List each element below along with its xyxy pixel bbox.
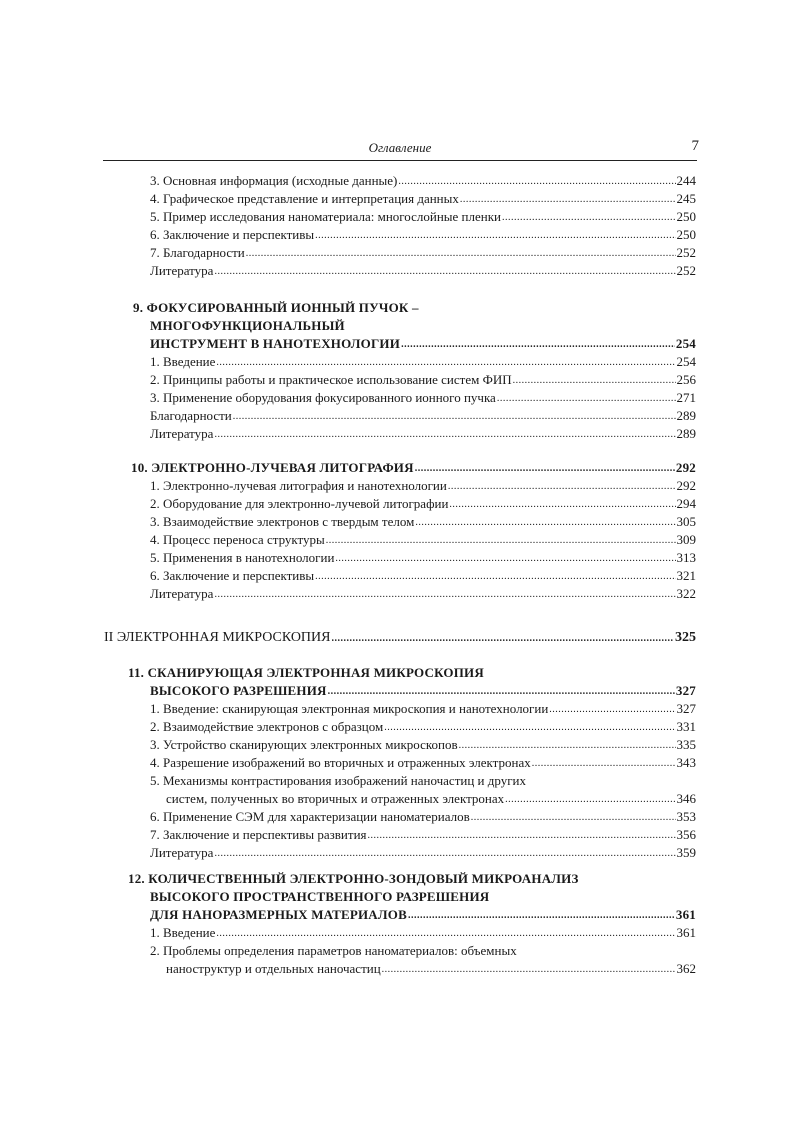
leader-dots (214, 847, 675, 861)
leader-dots (384, 721, 675, 735)
chapter-10-heading[interactable]: 10. ЭЛЕКТРОННО-ЛУЧЕВАЯ ЛИТОГРАФИЯ ..... 292 (131, 459, 696, 476)
toc-entry[interactable]: 6. Заключение и перспективы ..... 250 (150, 226, 696, 243)
toc-entry[interactable]: 1. Электронно-лучевая литография и нанотехнологии ..... 292 (150, 477, 696, 494)
leader-dots (459, 739, 676, 753)
leader-dots (448, 480, 676, 494)
leader-dots (549, 703, 675, 717)
toc-entry[interactable]: 2. Оборудование для электронно-лучевой литографии ..... 294 (150, 495, 696, 512)
chapter-11-heading[interactable]: ВЫСОКОГО РАЗРЕШЕНИЯ ..... 327 (150, 682, 696, 699)
chapter-12-title-line-2[interactable]: ВЫСОКОГО ПРОСТРАНСТВЕННОГО РАЗРЕШЕНИЯ (150, 889, 490, 904)
leader-dots (246, 247, 676, 261)
leader-dots (505, 793, 675, 807)
leader-dots (513, 374, 676, 388)
toc-entry[interactable]: 1. Введение: сканирующая электронная микроскопия и нанотехнологии ..... 327 (150, 700, 696, 717)
leader-dots (315, 229, 675, 243)
chapter-9-title-line-2[interactable]: МНОГОФУНКЦИОНАЛЬНЫЙ (150, 318, 345, 333)
toc-entry[interactable]: 3. Основная информация (исходные данные) ..... 244 (150, 172, 696, 189)
toc-entry[interactable]: 7. Благодарности ..... 252 (150, 244, 696, 261)
toc-entry[interactable]: 6. Применение СЭМ для характеризации наноматериалов ..... 353 (150, 808, 696, 825)
leader-dots (502, 211, 676, 225)
leader-dots (233, 410, 676, 424)
toc-entry[interactable]: 2. Взаимодействие электронов с образцом ..... 331 (150, 718, 696, 735)
toc-entry[interactable]: 2. Принципы работы и практическое использование систем ФИП ..... 256 (150, 371, 696, 388)
running-title: Оглавление (368, 140, 432, 155)
leader-dots (398, 175, 675, 189)
toc-entry-line-1[interactable]: 2. Проблемы определения параметров наноматериалов: объемных (150, 943, 517, 958)
leader-dots (214, 428, 675, 442)
part-2-heading[interactable]: II ЭЛЕКТРОННАЯ МИКРОСКОПИЯ ..... 325 (104, 629, 696, 646)
running-head (103, 138, 697, 161)
toc-entry[interactable]: Литература ..... 359 (150, 844, 696, 861)
leader-dots (408, 909, 675, 923)
leader-dots (497, 392, 676, 406)
leader-dots (415, 462, 675, 476)
leader-dots (315, 570, 675, 584)
leader-dots (449, 498, 675, 512)
chapter-9-title-line-1[interactable]: 9. ФОКУСИРОВАННЫЙ ИОННЫЙ ПУЧОК – (133, 300, 419, 315)
toc-entry[interactable]: Благодарности ..... 289 (150, 407, 696, 424)
toc-entry[interactable]: 6. Заключение и перспективы ..... 321 (150, 567, 696, 584)
leader-dots (214, 588, 675, 602)
leader-dots (415, 516, 675, 530)
chapter-12-title-line-1[interactable]: 12. КОЛИЧЕСТВЕННЫЙ ЭЛЕКТРОННО-ЗОНДОВЫЙ МИКРОАНАЛИЗ (128, 871, 579, 886)
leader-dots (401, 338, 675, 352)
chapter-11-title-line-1[interactable]: 11. СКАНИРУЮЩАЯ ЭЛЕКТРОННАЯ МИКРОСКОПИЯ (128, 665, 484, 680)
toc-entry[interactable]: систем, полученных во вторичных и отраженных электронах ..... 346 (166, 790, 696, 807)
toc-entry[interactable]: 4. Графическое представление и интерпретация данных ..... 245 (150, 190, 696, 207)
leader-dots (328, 685, 675, 699)
leader-dots (216, 356, 675, 370)
toc-entry-line-1[interactable]: 5. Механизмы контрастирования изображений наночастиц и других (150, 773, 526, 788)
toc-entry[interactable]: 5. Пример исследования наноматериала: многослойные пленки ..... 250 (150, 208, 696, 225)
toc-entry[interactable]: 3. Устройство сканирующих электронных микроскопов ..... 335 (150, 736, 696, 753)
toc-entry[interactable]: Литература ..... 322 (150, 585, 696, 602)
toc-entry[interactable]: Литература ..... 289 (150, 425, 696, 442)
leader-dots (326, 534, 676, 548)
page-number: 7 (691, 138, 699, 154)
toc-entry[interactable]: 4. Процесс переноса структуры ..... 309 (150, 531, 696, 548)
toc-entry[interactable]: 4. Разрешение изображений во вторичных и отраженных электронах ..... 343 (150, 754, 696, 771)
leader-dots (460, 193, 676, 207)
leader-dots (216, 927, 675, 941)
leader-dots (335, 552, 675, 566)
toc-entry[interactable]: 3. Взаимодействие электронов с твердым телом ..... 305 (150, 513, 696, 530)
toc-entry[interactable]: 7. Заключение и перспективы развития ..... 356 (150, 826, 696, 843)
toc-entry[interactable]: 5. Применения в нанотехнологии ..... 313 (150, 549, 696, 566)
leader-dots (382, 963, 676, 977)
toc-entry[interactable]: наноструктур и отдельных наночастиц ..... 362 (166, 960, 696, 977)
toc-entry[interactable]: 1. Введение ..... 361 (150, 924, 696, 941)
leader-dots (332, 632, 675, 646)
chapter-9-heading[interactable]: ИНСТРУМЕНТ В НАНОТЕХНОЛОГИИ ..... 254 (150, 335, 696, 352)
leader-dots (214, 265, 675, 279)
leader-dots (471, 811, 676, 825)
toc-entry[interactable]: 3. Применение оборудования фокусированного ионного пучка ..... 271 (150, 389, 696, 406)
chapter-12-heading[interactable]: ДЛЯ НАНОРАЗМЕРНЫХ МАТЕРИАЛОВ ..... 361 (150, 906, 696, 923)
leader-dots (368, 829, 676, 843)
leader-dots (532, 757, 676, 771)
toc-entry[interactable]: Литература ..... 252 (150, 262, 696, 279)
toc-entry[interactable]: 1. Введение ..... 254 (150, 353, 696, 370)
